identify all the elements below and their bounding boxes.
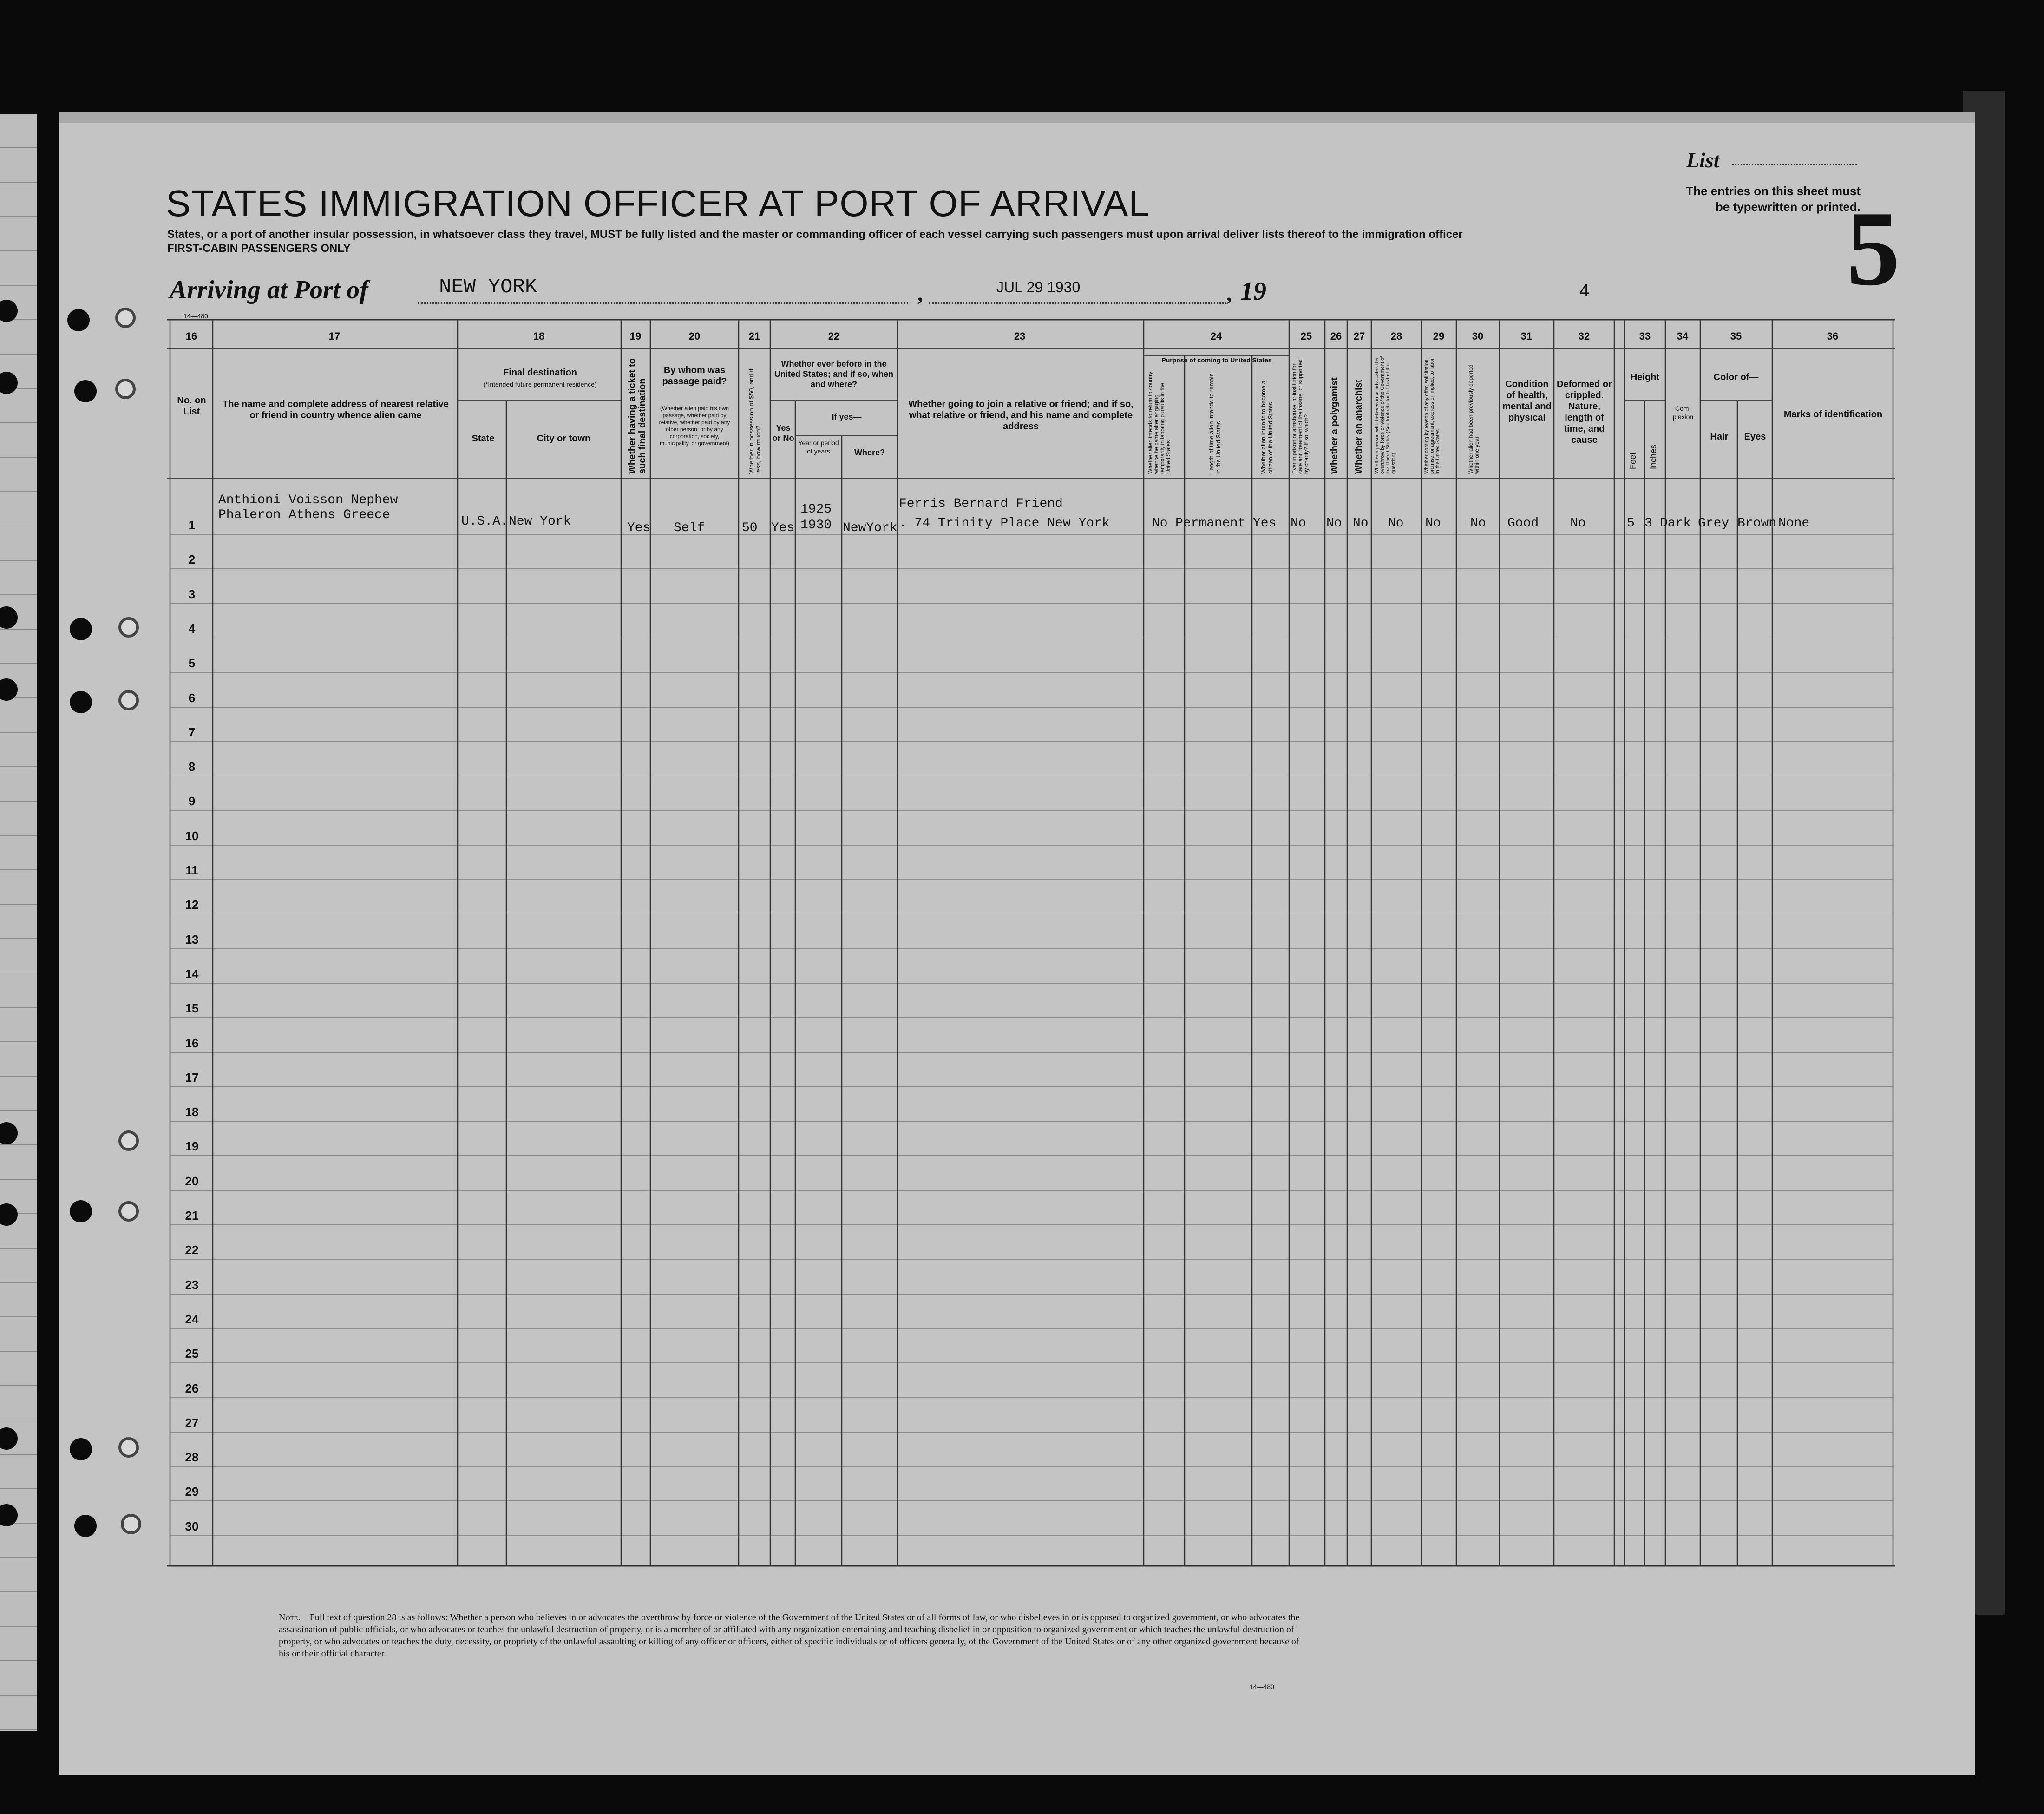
list-number-line	[1732, 164, 1857, 165]
header-hair: Hair	[1710, 432, 1729, 442]
row-number: 13	[185, 933, 199, 946]
header-anarchist: Whether an anarchist	[1354, 379, 1364, 474]
ticket-value: Yes	[627, 521, 651, 535]
header-nearest-relative: The name and complete address of nearest relative or friend in country whence alien came	[223, 399, 449, 421]
header-ever-before: Whether ever before in the United States; and if so, when and where?	[774, 359, 894, 389]
column-number: 35	[1730, 330, 1742, 342]
page-top-edge	[59, 112, 1975, 123]
binder-ring	[115, 308, 136, 328]
header-state: State	[472, 434, 495, 444]
subtitle	[167, 228, 1463, 256]
column-number: 29	[1433, 330, 1445, 342]
row-number: 25	[185, 1347, 199, 1360]
anarchist-value: No	[1353, 516, 1369, 531]
header-length-stay: Length of time alien intends to remain in the United States	[1208, 373, 1222, 474]
column-number: 32	[1578, 330, 1590, 342]
health-value: Good	[1507, 516, 1539, 531]
column-number: 21	[748, 330, 760, 342]
row-number: 6	[188, 691, 196, 705]
row-number: 29	[185, 1485, 199, 1499]
row-number: 11	[185, 863, 198, 877]
row-number: 30	[185, 1519, 199, 1533]
column-number: 24	[1210, 330, 1222, 342]
header-deported: Whether alien had been previously deported within one year	[1467, 364, 1480, 474]
binder-ring	[118, 1437, 139, 1458]
binder-hole	[70, 618, 92, 640]
return-intent-value: No	[1152, 516, 1168, 531]
header-passage-paid: By whom was passage paid?	[662, 365, 727, 387]
column-number: 28	[1390, 330, 1402, 342]
footnote-label: Note.	[279, 1612, 301, 1623]
port-line	[418, 302, 908, 304]
row-number: 17	[185, 1071, 199, 1084]
row-number: 4	[188, 622, 196, 636]
binder-hole	[70, 1438, 92, 1460]
column-number: 31	[1520, 330, 1533, 342]
column-number: 20	[688, 330, 701, 342]
row-number: 19	[185, 1139, 199, 1153]
column-number: 23	[1014, 330, 1026, 342]
header-polygamist: Whether a polygamist	[1330, 377, 1340, 474]
header-final-destination: Final destination	[503, 368, 577, 378]
where-value: NewYork	[843, 521, 898, 535]
column-number: 19	[629, 330, 642, 342]
column-number: 34	[1677, 330, 1689, 342]
header-height: Height	[1630, 372, 1660, 382]
binder-ring	[115, 379, 136, 399]
column-number: 22	[828, 330, 840, 342]
ever-before-value: Yes	[771, 521, 795, 535]
row-number: 26	[185, 1381, 199, 1395]
form-code: 14—480	[1250, 1683, 1274, 1690]
row-number: 1	[188, 518, 196, 532]
polygamist-value: No	[1326, 516, 1342, 531]
years-value: 1925	[800, 502, 832, 517]
header-deformed: Deformed or crippled. Nature, length of time, and cause	[1557, 379, 1612, 445]
row-number: 21	[185, 1209, 199, 1222]
column-number: 36	[1827, 330, 1839, 342]
relative-address: Phaleron Athens Greece	[218, 508, 390, 522]
row-number: 18	[185, 1105, 199, 1119]
binder-hole	[67, 309, 90, 331]
row-number: 20	[185, 1174, 199, 1188]
header-overthrow: Whether a person who believes in or advocates the overthrow by force or violence of the Government of the United States (See footnote for full text of the question)	[1374, 356, 1396, 474]
header-where: Where?	[854, 448, 885, 457]
column-number: 25	[1300, 330, 1312, 342]
column-number: 27	[1353, 330, 1365, 342]
form-code-top: 14—480	[183, 312, 208, 320]
complexion-value: Dark	[1660, 516, 1691, 531]
arriving-label: Arriving at Port of	[170, 276, 368, 304]
header-yes-no: Yes or No	[772, 423, 794, 443]
years-value: 1930	[800, 518, 832, 532]
header-eyes: Eyes	[1744, 432, 1766, 442]
deported-value: No	[1470, 516, 1486, 531]
header-color-of: Color of—	[1713, 372, 1759, 382]
page-title: STATES IMMIGRATION OFFICER AT PORT OF ARRIVAL	[166, 183, 1150, 224]
join-relative-name: Ferris Bernard Friend	[899, 497, 1063, 511]
row-number: 27	[185, 1416, 199, 1430]
handwritten-number: 4	[1579, 281, 1590, 301]
row-number: 22	[185, 1243, 199, 1257]
column-number: 18	[533, 330, 545, 342]
subtitle-line-2: FIRST-CABIN PASSENGERS ONLY	[167, 242, 351, 255]
row-number: 16	[185, 1036, 199, 1050]
row-number: 9	[188, 794, 196, 808]
header-city: City or town	[537, 434, 591, 444]
relative-name: Anthioni Voisson Nephew	[218, 493, 398, 507]
binder-ring	[118, 1130, 139, 1151]
marks-value: None	[1778, 516, 1810, 531]
header-join-relative: Whether going to join a relative or friend; and if so, what relative or friend, and his name and complete address	[908, 399, 1133, 432]
row-number: 14	[185, 967, 199, 981]
passage-paid-value: Self	[674, 521, 705, 535]
footnote-text: —Full text of question 28 is as follows: Whether a person who believes in or advocates the overthrow by force or violence of the Government of the United States or of all forms of law, or who disbelieves in or is opposed to organized government, or who advocates the assassination of public officials, or who advocates or teaches the unlawful destruction of property, or is a member of or affiliated with any organization entertaining and teaching disbelief in or opposition to organized government or which teaches the unlawful destruction of property, or who advocates or teaches the duty, necessity, or propriety of the unlawful assaulting or killing of any officer or officers, either of specific individuals or of officers generally, of the Government of the United States or of any other organized government because of his or their official character.	[279, 1612, 1300, 1659]
row-number: 28	[185, 1450, 199, 1464]
footnote	[279, 1611, 1305, 1660]
binder-hole	[74, 380, 97, 402]
citizen-intent-value: Yes	[1253, 516, 1277, 531]
row-number: 15	[185, 1001, 199, 1015]
header-no-on-list: No. on List	[177, 395, 206, 417]
arriving-port: NEW YORK	[439, 276, 537, 299]
destination-state: U.S.A.	[461, 514, 508, 529]
row-number: 10	[185, 829, 199, 843]
header-passage-paid-note: (Whether alien paid his own passage, whether paid by relative, whether paid by any other person, or by any corporation, society, municipality, or government)	[659, 405, 730, 447]
labor-offer-value: No	[1425, 516, 1441, 531]
deformed-value: No	[1570, 516, 1586, 531]
row-number: 3	[188, 587, 196, 601]
binder-hole	[70, 691, 92, 713]
arrival-date-stamp: JUL 29 1930	[996, 279, 1081, 296]
entries-instruction: The entries on this sheet must be typewritten or printed.	[1686, 184, 1861, 214]
header-purpose: Purpose of coming to United States	[1161, 356, 1272, 364]
column-number: 16	[185, 330, 197, 342]
header-labor-offer: Whether coming by reason of any offer, solicitation, promise, or agreement, express or implied, to labor in the United States	[1424, 358, 1441, 474]
row-number: 24	[185, 1312, 199, 1326]
separator: ,	[917, 282, 923, 305]
header-year: Year or period of years	[798, 439, 839, 455]
hair-value: Grey	[1698, 516, 1730, 531]
subtitle-line-1: States, or a port of another insular possession, in whatsoever class they travel, MUST be fully listed and the master or commanding officer of each vessel carrying such passengers must upon arrival deliver lists thereof to the immigration officer	[167, 228, 1463, 241]
header-return-intent: Whether alien intends to return to country whence he came after engaging temporarily in laboring pursuits in the United States	[1147, 371, 1172, 474]
binder-hole	[70, 1200, 92, 1222]
eyes-value: Brown	[1737, 516, 1777, 531]
header-citizen-intent: Whether alien intends to become a citizen of the United States	[1260, 381, 1274, 474]
binder-ring	[118, 690, 139, 710]
separator: ,	[1226, 282, 1232, 305]
height-feet-value: 5	[1627, 516, 1635, 531]
header-inches: Inches	[1649, 444, 1658, 469]
join-relative-address: . 74 Trinity Place New York	[899, 516, 1110, 531]
height-inches-value: 3	[1644, 516, 1652, 531]
header-money: Whether in possession of $50, and if less, how much?	[747, 368, 762, 474]
header-ticket: Whether having a ticket to such final destination	[627, 358, 648, 474]
binder-hole	[74, 1515, 97, 1537]
column-number: 30	[1472, 330, 1484, 342]
binder-ring	[118, 1201, 139, 1222]
destination-city: New York	[509, 514, 571, 529]
header-marks: Marks of identification	[1783, 409, 1883, 420]
row-number: 12	[185, 898, 199, 912]
header-health: Condition of health, mental and physical	[1502, 379, 1552, 423]
column-number: 17	[328, 330, 341, 342]
row-number: 8	[188, 760, 196, 774]
row-number: 7	[188, 725, 196, 739]
header-feet: Feet	[1628, 452, 1638, 469]
row-number: 23	[185, 1278, 199, 1292]
prison-value: No	[1291, 516, 1306, 531]
sheet-number: 5	[1847, 189, 1900, 308]
length-stay-value: Permanent	[1175, 516, 1246, 531]
binder-ring	[118, 617, 139, 638]
money-value: 50	[742, 521, 758, 535]
header-if-yes: If yes—	[832, 412, 862, 421]
row-number: 5	[188, 656, 196, 670]
header-prison: Ever in prison or almshouse, or institution for care and treatment of the insane, or supported by charity? If so, which?	[1291, 359, 1310, 474]
column-number: 33	[1639, 330, 1651, 342]
header-complexion: Com-plexion	[1672, 405, 1694, 421]
year-prefix: 19	[1240, 277, 1266, 306]
adjacent-page-edge	[0, 114, 37, 1731]
list-label: List	[1686, 148, 1720, 172]
overthrow-value: No	[1388, 516, 1404, 531]
date-line	[929, 302, 1226, 304]
column-number: 26	[1330, 330, 1342, 342]
row-number: 2	[188, 552, 196, 566]
header-final-destination-note: (*Intended future permanent residence)	[483, 381, 597, 388]
manifest-page	[59, 112, 1975, 1775]
binder-ring	[121, 1514, 141, 1534]
